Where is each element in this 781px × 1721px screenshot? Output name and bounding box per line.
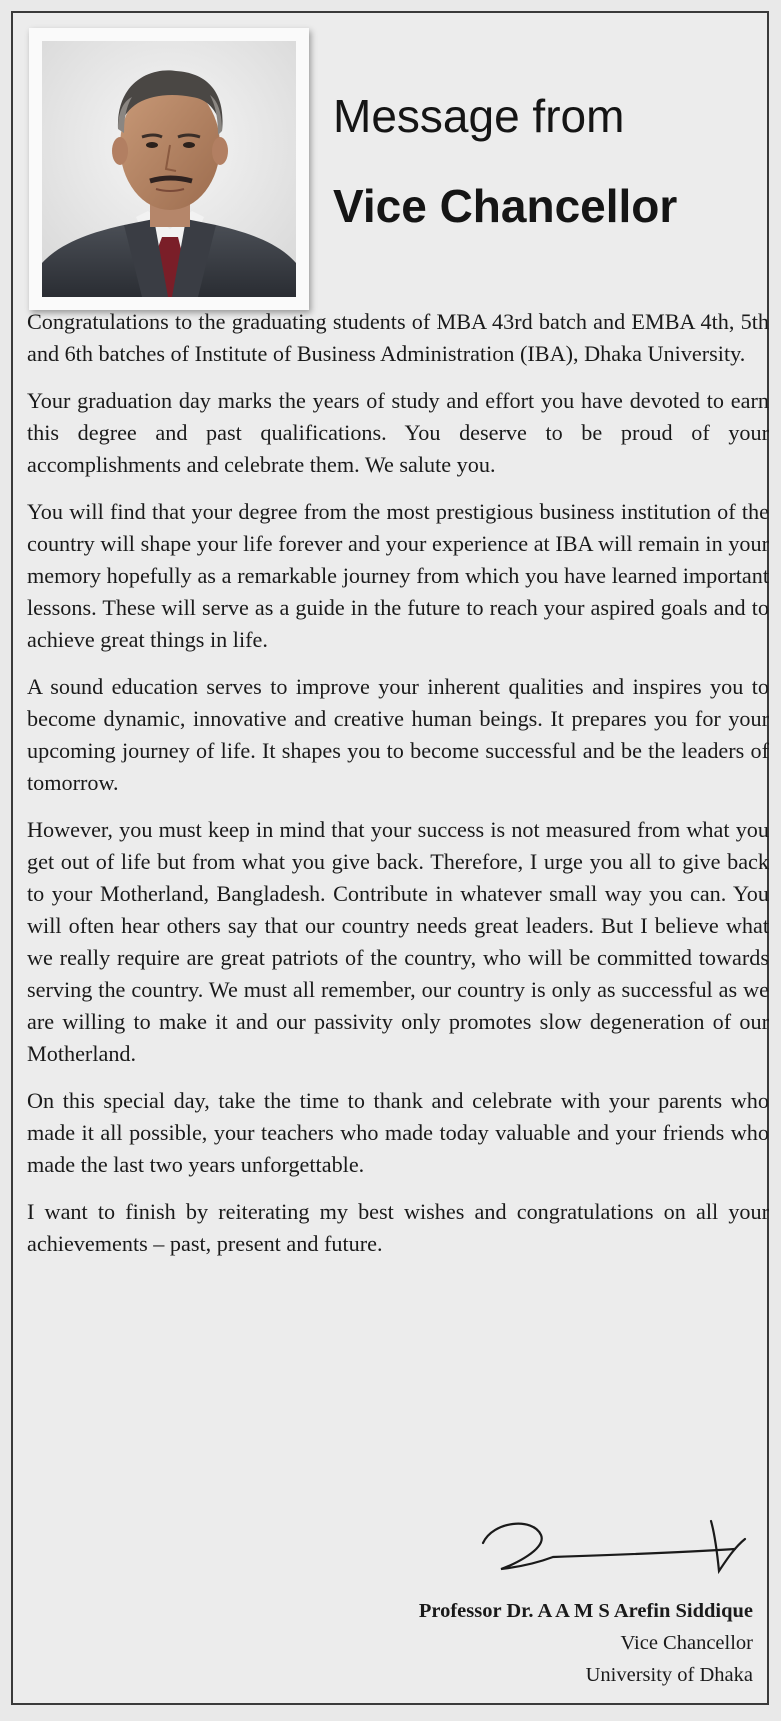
portrait-photo-frame xyxy=(29,28,309,310)
paragraph: However, you must keep in mind that your success is not measured from what you get out of life but from what you give back. Therefore, I urge you all to give back to your Motherland, Bangladesh. Contribute in whatever small way you can. You will often hear others say that our country needs great leaders. But I believe what we really require are great patriots of the country, who will be committed towards serving the country. We must all remember, our country is only as successful as we are willing to make it and our passivity only promotes slow degeneration of our Motherland. xyxy=(27,817,769,1066)
signatory-block xyxy=(419,1595,753,1691)
paragraph: Your graduation day marks the years of study and effort you have devoted to earn this degree and past qualifications. You deserve to be proud of your accomplishments and celebrate them. We salute you. xyxy=(27,388,769,477)
paragraph: I want to finish by reiterating my best wishes and congratulations on all your achievements – past, present and future. xyxy=(27,1199,769,1256)
handwritten-signature xyxy=(473,1503,781,1593)
signatory-name: Professor Dr. A A M S Arefin Siddique xyxy=(418,1600,753,1622)
paragraph: Congratulations to the graduating students of MBA 43rd batch and EMBA 4th, 5th and 6th batches of Institute of Business Administration (IBA), Dhaka University. xyxy=(27,309,769,366)
heading-line-2: Vice Chancellor xyxy=(333,180,678,232)
message-body xyxy=(27,306,769,1275)
heading-line-1: Message from xyxy=(333,90,625,142)
paragraph: On this special day, take the time to thank and celebrate with your parents who made it all possible, your teachers who made today valuable and your friends who made the last two years unforgettable. xyxy=(27,1088,769,1177)
message-frame xyxy=(11,11,769,1705)
signatory-title: Vice Chancellor xyxy=(620,1632,753,1654)
paragraph: You will find that your degree from the most prestigious business institution of the country will shape your life forever and your experience at IBA will remain in your memory hopefully as a remarkable journey from which you have learned important lessons. These will serve as a guide in the future to reach your aspired goals and to achieve great things in life. xyxy=(27,499,769,652)
paragraph: A sound education serves to improve your inherent qualities and inspires you to become dynamic, innovative and creative human beings. It prepares you for your upcoming journey of life. It shapes you to become successful and be the leaders of tomorrow. xyxy=(27,674,769,795)
portrait-photo xyxy=(42,41,296,297)
signatory-institution: University of Dhaka xyxy=(585,1664,753,1686)
